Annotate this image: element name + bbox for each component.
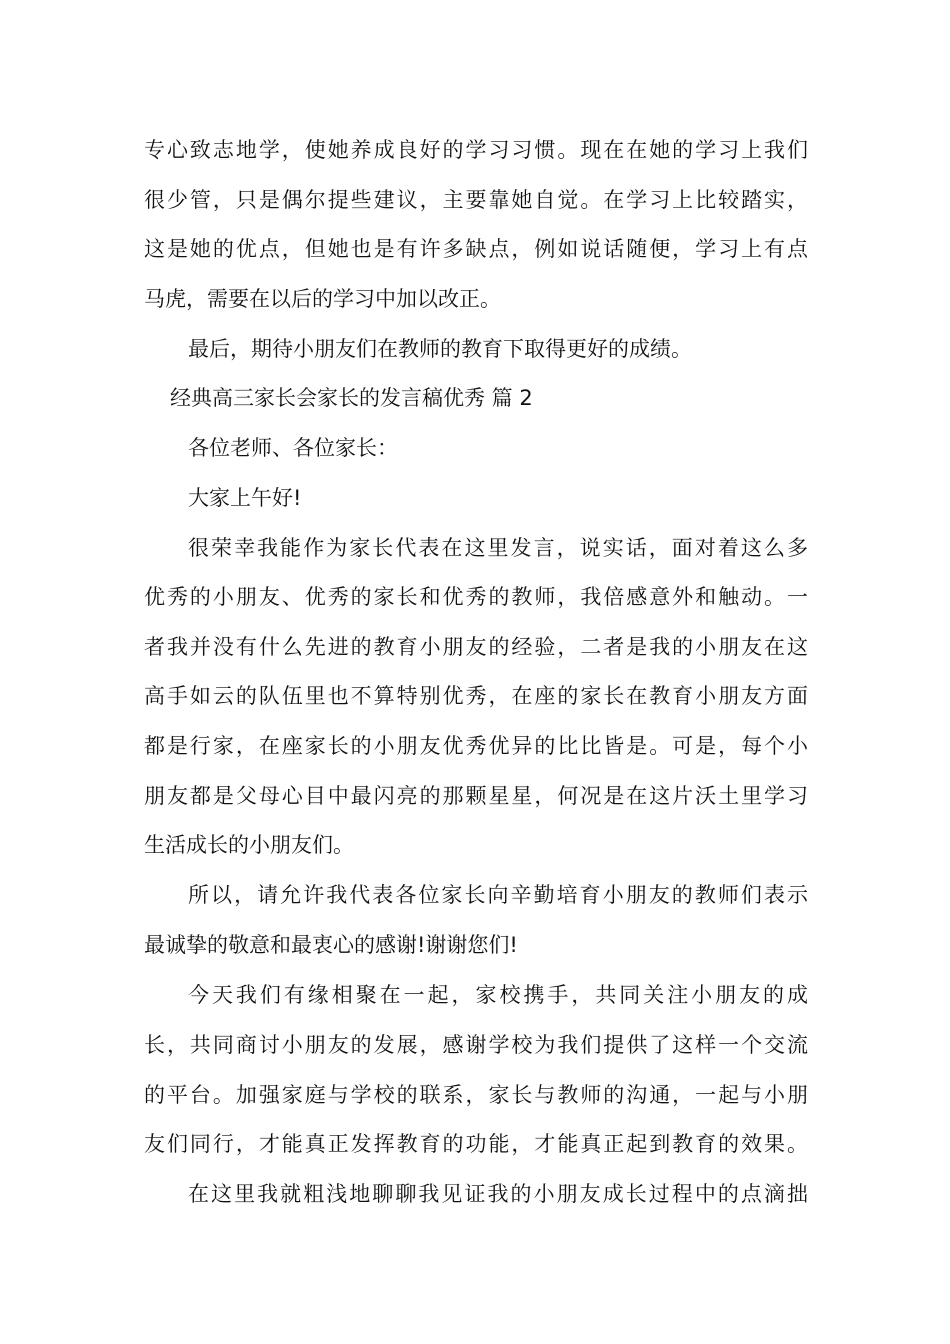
paragraph-line: 的平台。加强家庭与学校的联系，家长与教师的沟通，一起与小朋 bbox=[144, 1083, 808, 1107]
paragraph-line: 生活成长的小朋友们。 bbox=[144, 833, 354, 857]
paragraph-line: 很荣幸我能作为家长代表在这里发言，说实话，面对着这么多 bbox=[188, 536, 808, 560]
paragraph-line: 在这里我就粗浅地聊聊我见证我的小朋友成长过程中的点滴拙 bbox=[188, 1182, 808, 1206]
paragraph-line: 最后，期待小朋友们在教师的教育下取得更好的成绩。 bbox=[188, 337, 692, 361]
paragraph-line: 优秀的小朋友、优秀的家长和优秀的教师，我倍感意外和触动。一 bbox=[144, 585, 808, 609]
paragraph-line: 高手如云的队伍里也不算特别优秀，在座的家长在教育小朋友方面 bbox=[144, 684, 808, 708]
greeting: 大家上午好! bbox=[188, 486, 302, 510]
paragraph-line: 长，共同商讨小朋友的发展，感谢学校为我们提供了这样一个交流 bbox=[144, 1033, 808, 1057]
paragraph-line: 最诚挚的敬意和最衷心的感谢!谢谢您们! bbox=[144, 933, 518, 957]
paragraph-line: 友们同行，才能真正发挥教育的功能，才能真正起到教育的效果。 bbox=[144, 1132, 808, 1156]
paragraph-line: 者我并没有什么先进的教育小朋友的经验，二者是我的小朋友在这 bbox=[144, 635, 808, 659]
paragraph-line: 都是行家，在座家长的小朋友优秀优异的比比皆是。可是，每个小 bbox=[144, 734, 808, 758]
paragraph-line: 很少管，只是偶尔提些建议，主要靠她自觉。在学习上比较踏实， bbox=[144, 188, 808, 212]
paragraph-line: 今天我们有缘相聚在一起，家校携手，共同关注小朋友的成 bbox=[188, 983, 808, 1007]
paragraph-line: 所以，请允许我代表各位家长向辛勤培育小朋友的教师们表示 bbox=[188, 883, 808, 907]
paragraph-line: 朋友都是父母心目中最闪亮的那颗星星，何况是在这片沃土里学习 bbox=[144, 784, 808, 808]
paragraph-line: 专心致志地学，使她养成良好的学习习惯。现在在她的学习上我们 bbox=[144, 138, 808, 162]
salutation: 各位老师、各位家长： bbox=[188, 436, 398, 460]
paragraph-line: 马虎，需要在以后的学习中加以改正。 bbox=[144, 287, 501, 311]
paragraph-line: 这是她的优点，但她也是有许多缺点，例如说话随便，学习上有点 bbox=[144, 237, 808, 261]
section-heading: 经典高三家长会家长的发言稿优秀 篇 2 bbox=[170, 386, 533, 410]
